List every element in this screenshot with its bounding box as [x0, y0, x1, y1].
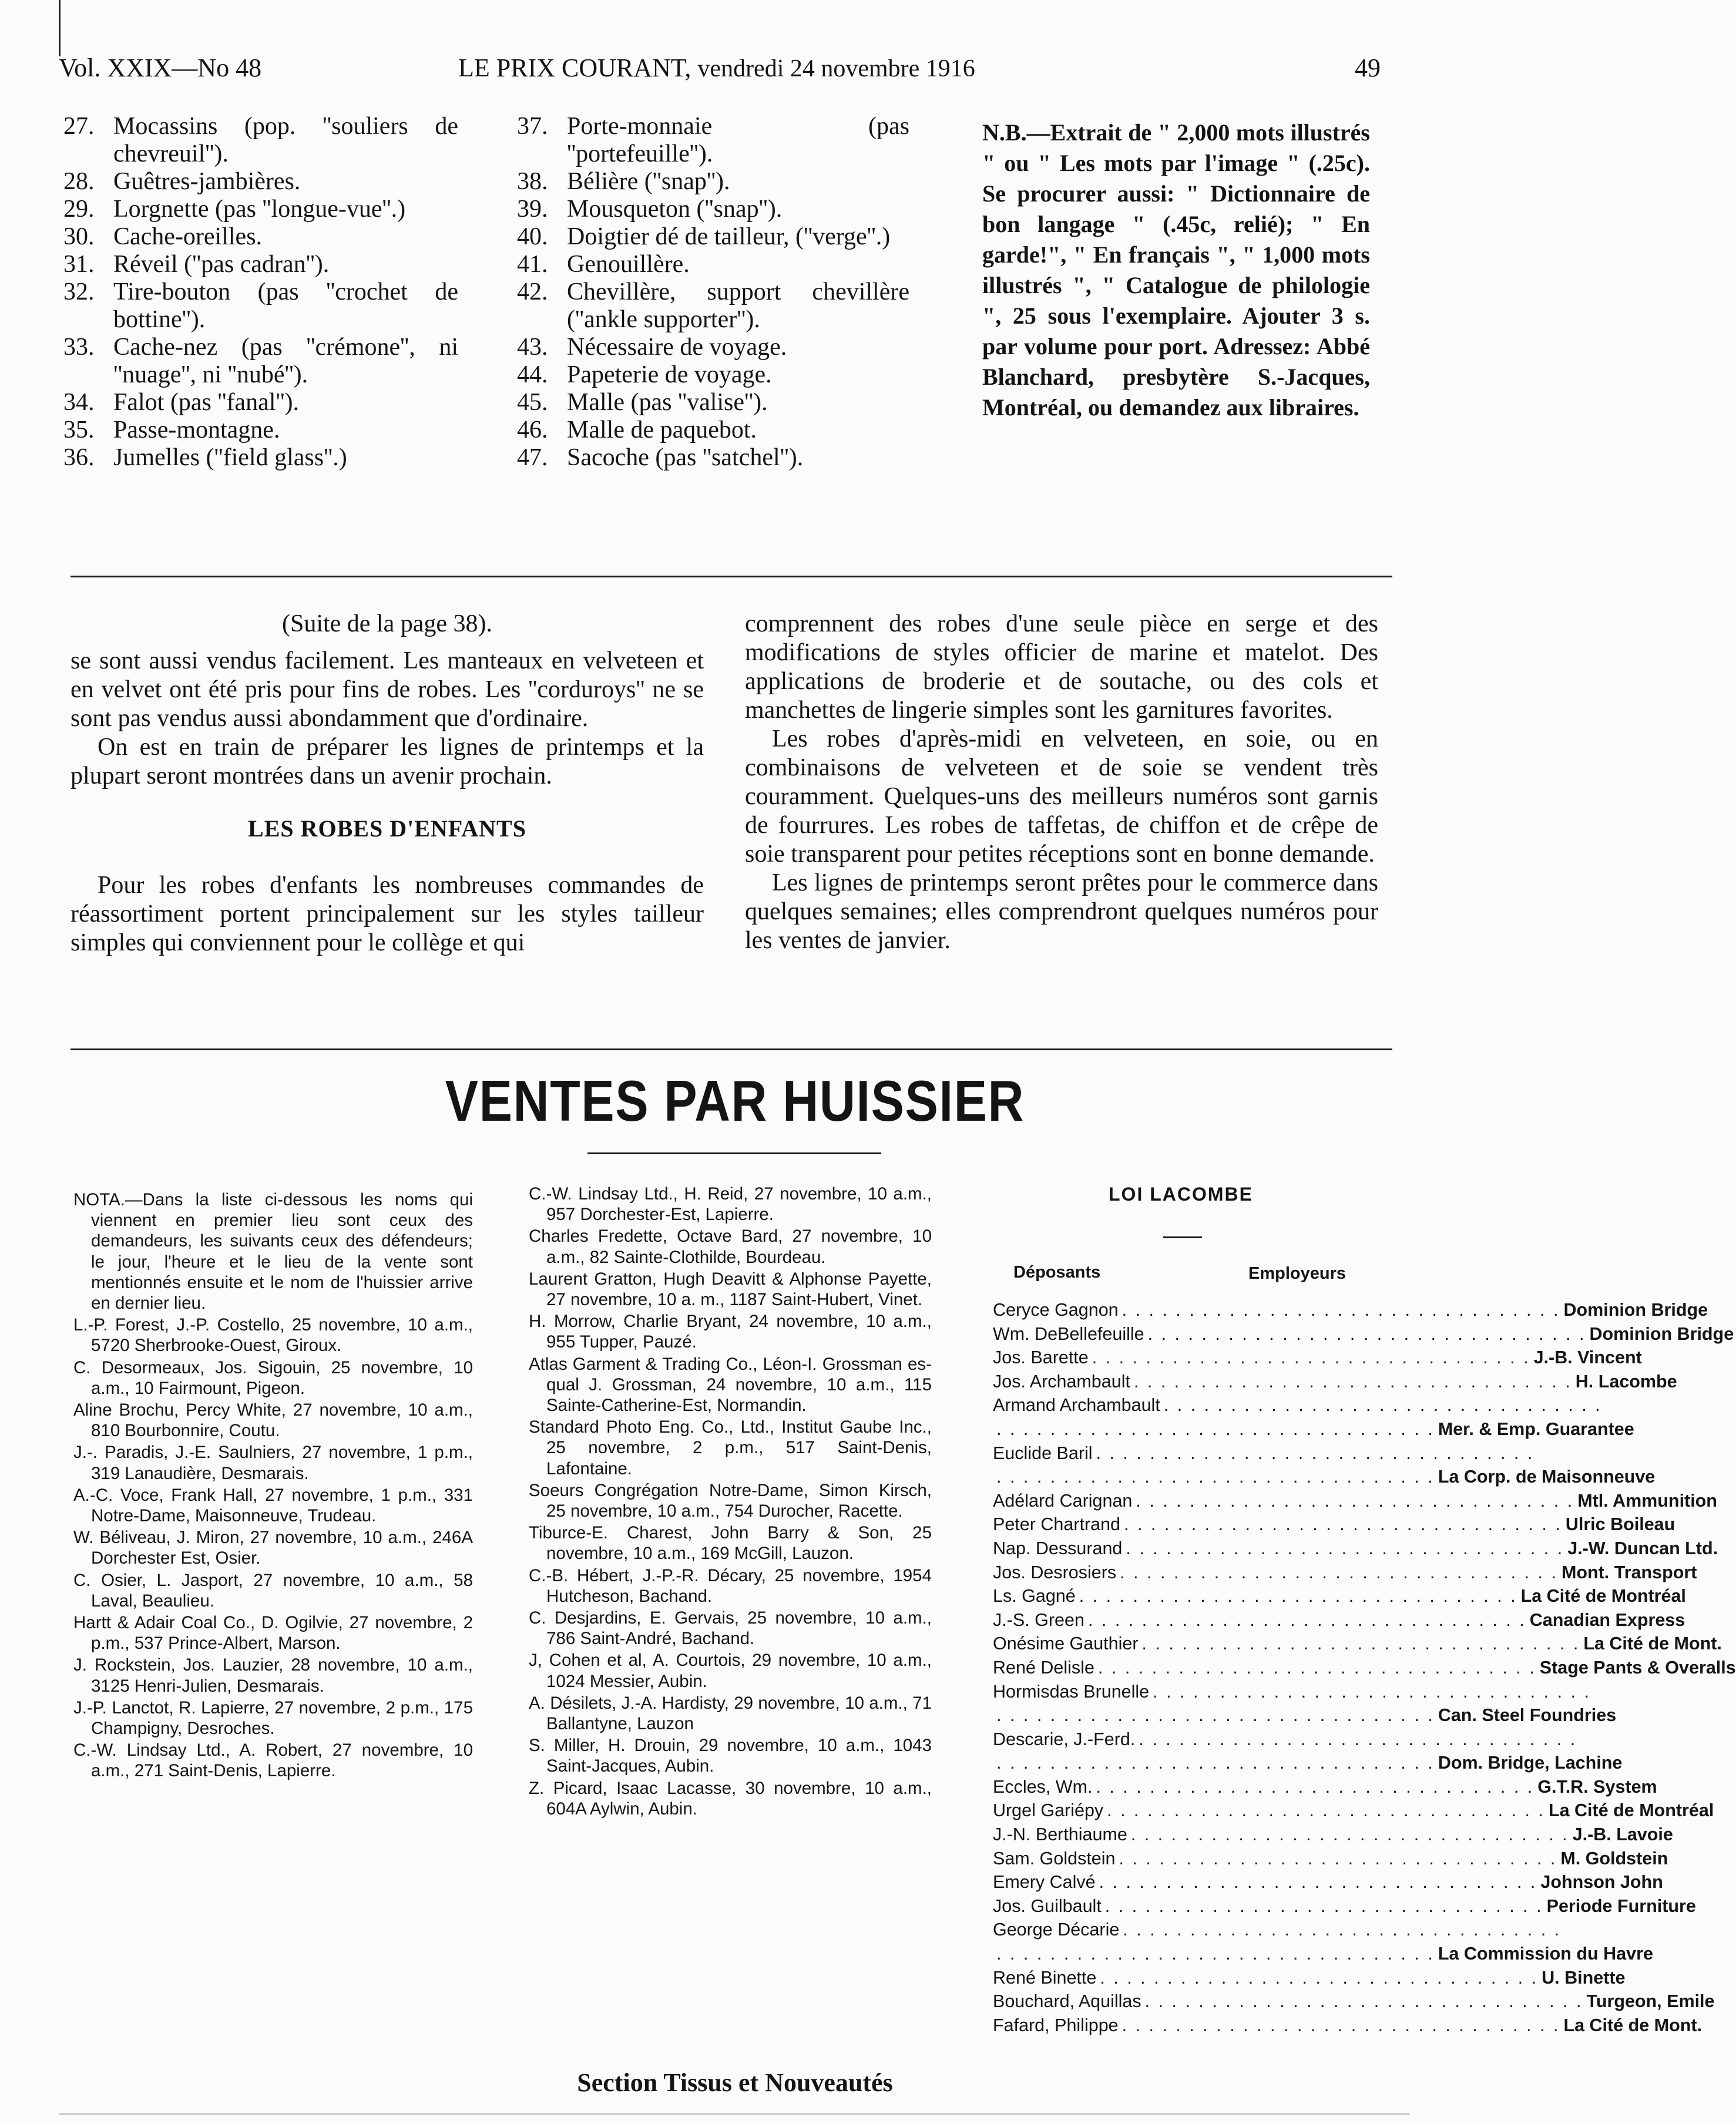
- sale-entry: Soeurs Congrégation Notre-Dame, Simon Kirsch, 25 novembre, 10 a.m., 754 Durocher, Racette.: [529, 1480, 932, 1521]
- loi-row: [993, 1298, 1708, 1322]
- employeur-name: Dom. Bridge, Lachine: [1438, 1753, 1623, 1773]
- item-number: 28.: [63, 168, 95, 195]
- loi-row: [993, 1656, 1736, 1680]
- issue-date: vendredi 24 novembre 1916: [697, 55, 975, 82]
- item-text: Chevillère, support chevillère (''ankle supporter'').: [567, 278, 909, 333]
- item-number: 40.: [517, 223, 548, 250]
- loi-row: [993, 1823, 1673, 1847]
- sale-entry: C. Desormeaux, Jos. Sigouin, 25 novembre, 10 a.m., 10 Fairmount, Pigeon.: [73, 1357, 473, 1398]
- employeur-name: Ulric Boileau: [1565, 1514, 1675, 1535]
- item-text: Cache-oreilles.: [113, 223, 263, 250]
- leader-dots: . . . . . . . . . . . . . . . . . . . . . . . . . . . . . . . . .: [1121, 1300, 1560, 1320]
- leader-dots: . . . . . . . . . . . . . . . . . . . . . . . . . . . . . . . . .: [1120, 1562, 1558, 1582]
- sale-entry: Standard Photo Eng. Co., Ltd., Institut Gaube Inc., 25 novembre, 2 p.m., 517 Saint-Denis, Lafontaine.: [529, 1417, 932, 1478]
- sale-entry: Atlas Garment & Trading Co., Léon-I. Grossman es-qual J. Grossman, 24 novembre, 10 a.m., 115 Sainte-Catherine-Est, Normandin.: [529, 1354, 932, 1416]
- deposant-name: Ceryce Gagnon: [993, 1300, 1119, 1320]
- article-right-column: [745, 610, 1378, 955]
- section-title: VENTES PAR HUISSIER: [445, 1068, 1025, 1133]
- loi-row: [993, 1870, 1663, 1894]
- page-number: 49: [1355, 53, 1381, 82]
- loi-row: [993, 1966, 1626, 1990]
- leader-dots: . . . . . . . . . . . . . . . . . . . . . . . . . . . . . . . . .: [1147, 1323, 1586, 1344]
- loi-lacombe-list: [993, 1298, 1736, 2037]
- deposant-name: Eccles, Wm.: [993, 1776, 1093, 1797]
- leader-dots: . . . . . . . . . . . . . . . . . . . . . . . . . . . . . . . . .: [1133, 1371, 1572, 1392]
- loi-row: [993, 1989, 1715, 2014]
- item-text: Jumelles (''field glass''.): [113, 444, 347, 471]
- loi-row: [993, 1584, 1686, 1608]
- loi-row: [993, 1465, 1656, 1489]
- loi-row: [993, 1489, 1717, 1513]
- loi-row: [993, 2014, 1702, 2038]
- employeur-name: La Cité de Mont.: [1583, 1634, 1722, 1654]
- leader-dots: . . . . . . . . . . . . . . . . . . . . . . . . . . . . . . . . .: [1096, 1776, 1534, 1797]
- employeur-name: Canadian Express: [1529, 1609, 1685, 1630]
- employeur-name: Dominion Bridge: [1589, 1323, 1734, 1344]
- deposant-name: Emery Calvé: [993, 1872, 1096, 1893]
- article-paragraph: se sont aussi vendus facilement. Les manteaux en velveteen et en velvet ont été pris pour fins de robes. Les ''corduroys'' ne se sont pas vendus aussi abondamment que d'ordinaire.: [70, 647, 704, 732]
- sale-entry: C. Desjardins, E. Gervais, 25 novembre, 10 a.m., 786 Saint-André, Bachand.: [529, 1608, 932, 1649]
- deposant-name: Armand Archambault: [993, 1395, 1160, 1416]
- employeur-name: M. Goldstein: [1560, 1848, 1668, 1868]
- deposant-name: Hormisdas Brunelle: [993, 1681, 1150, 1702]
- loi-row: [993, 1942, 1653, 1966]
- leader-dots: . . . . . . . . . . . . . . . . . . . . . . . . . . . . . . . . .: [996, 1944, 1435, 1964]
- sale-entry: C.-W. Lindsay Ltd., A. Robert, 27 novembre, 10 a.m., 271 Saint-Denis, Lapierre.: [73, 1740, 473, 1781]
- item-text: Doigtier dé de tailleur, (''verge''.): [567, 223, 891, 250]
- deposant-name: Peter Chartrand: [993, 1514, 1120, 1535]
- item-number: 34.: [63, 389, 95, 416]
- employeur-name: J.-B. Lavoie: [1572, 1824, 1673, 1845]
- employeur-name: Johnson John: [1540, 1872, 1663, 1893]
- page-header: [59, 53, 1381, 94]
- list-item: [517, 278, 909, 334]
- employeur-name: G.T.R. System: [1537, 1776, 1657, 1797]
- item-number: 46.: [517, 416, 548, 443]
- item-number: 36.: [63, 444, 95, 471]
- deposant-name: René Binette: [993, 1967, 1097, 1988]
- loi-row: [993, 1680, 1591, 1704]
- article-left-column: [70, 610, 704, 957]
- item-text: Malle (pas ''valise'').: [567, 389, 768, 416]
- sale-entry: J.-P. Lanctot, R. Lapierre, 27 novembre, 2 p.m., 175 Champigny, Desroches.: [73, 1698, 473, 1739]
- deposant-name: Jos. Archambault: [993, 1371, 1130, 1392]
- sale-entry: Aline Brochu, Percy White, 27 novembre, 10 a.m., 810 Bourbonnire, Coutu.: [73, 1400, 473, 1441]
- item-number: 43.: [517, 334, 548, 361]
- employeur-name: Periode Furniture: [1546, 1896, 1696, 1916]
- list-item: [517, 251, 909, 278]
- leader-dots: . . . . . . . . . . . . . . . . . . . . . . . . . . . . . . . . .: [1100, 1967, 1539, 1988]
- list-item: [517, 444, 909, 472]
- list-item: [63, 251, 458, 278]
- leader-dots: . . . . . . . . . . . . . . . . . . . . . . . . . . . . . . . . .: [1144, 1991, 1583, 2012]
- item-text: Guêtres-jambières.: [113, 168, 301, 195]
- publication-title: [458, 53, 975, 83]
- article-subheading: LES ROBES D'ENFANTS: [248, 815, 526, 842]
- divider-middle: [70, 1048, 1392, 1050]
- loi-row: [993, 1918, 1562, 1942]
- loi-row: [993, 1417, 1634, 1441]
- list-item: [63, 113, 458, 168]
- item-number: 47.: [517, 444, 548, 471]
- employeur-name: Mer. & Emp. Guarantee: [1438, 1419, 1634, 1439]
- sale-entry: J, Cohen et al, A. Courtois, 29 novembre, 10 a.m., 1024 Messier, Aubin.: [529, 1651, 932, 1691]
- item-text: Tire-bouton (pas ''crochet de bottine'').: [113, 278, 458, 333]
- article-paragraph: On est en train de préparer les lignes de printemps et la plupart seront montrées dans un avenir prochain.: [70, 734, 704, 789]
- employeur-name: Stage Pants & Overalls: [1539, 1657, 1736, 1678]
- employeur-name: J.-W. Duncan Ltd.: [1567, 1538, 1718, 1558]
- loi-row: [993, 1393, 1602, 1417]
- deposant-name: Nap. Dessurand: [993, 1538, 1123, 1558]
- loi-row: [993, 1847, 1668, 1871]
- bottom-edge-line: [59, 2113, 1410, 2115]
- employeur-name: U. Binette: [1542, 1967, 1626, 1988]
- employeur-name: Mtl. Ammunition: [1577, 1490, 1717, 1511]
- loi-row: [993, 1441, 1534, 1466]
- item-number: 35.: [63, 416, 95, 443]
- section-footer: Section Tissus et Nouveautés: [577, 2068, 893, 2097]
- item-text: Cache-nez (pas ''crémone'', ni ''nuage'', ni ''nubé'').: [113, 334, 458, 388]
- divider-top: [70, 576, 1392, 577]
- item-number: 41.: [517, 251, 548, 278]
- deposant-name: Fafard, Philippe: [993, 2015, 1119, 2035]
- deposant-name: Jos. Barette: [993, 1347, 1089, 1368]
- item-number: 33.: [63, 334, 95, 361]
- leader-dots: . . . . . . . . . . . . . . . . . . . . . . . . . . . . . . . . .: [1107, 1800, 1545, 1821]
- sale-entry: Charles Fredette, Octave Bard, 27 novembre, 10 a.m., 82 Sainte-Clothilde, Bourdeau.: [529, 1226, 932, 1267]
- item-text: Sacoche (pas ''satchel'').: [567, 444, 804, 471]
- sale-entry: C. Osier, L. Jasport, 27 novembre, 10 a.m., 58 Laval, Beaulieu.: [73, 1570, 473, 1611]
- leader-dots: . . . . . . . . . . . . . . . . . . . . . . . . . . . . . . . . .: [1139, 1729, 1577, 1749]
- item-text: Bélière (''snap'').: [567, 168, 730, 195]
- leader-dots: . . . . . . . . . . . . . . . . . . . . . . . . . . . . . . . . .: [1163, 1395, 1602, 1416]
- loi-row: [993, 1346, 1642, 1370]
- vocabulary-list-left: [63, 113, 458, 472]
- list-item: [63, 334, 458, 389]
- sale-entry: Hartt & Adair Coal Co., D. Ogilvie, 27 novembre, 2 p.m., 537 Prince-Albert, Marson.: [73, 1613, 473, 1654]
- employeur-name: J.-B. Vincent: [1533, 1347, 1642, 1368]
- loi-row: [993, 1322, 1734, 1346]
- leader-dots: . . . . . . . . . . . . . . . . . . . . . . . . . . . . . . . . .: [1124, 1514, 1562, 1535]
- employeur-name: La Cité de Mont.: [1563, 2015, 1702, 2035]
- sale-entry: A. Désilets, J.-A. Hardisty, 29 novembre, 10 a.m., 71 Ballantyne, Lauzon: [529, 1693, 932, 1734]
- loi-row: [993, 1632, 1722, 1656]
- sale-entry: S. Miller, H. Drouin, 29 novembre, 10 a.m., 1043 Saint-Jacques, Aubin.: [529, 1736, 932, 1776]
- article-paragraph: Les robes d'après-midi en velveteen, en soie, ou en combinaisons de velveteen et de soie se vendent très couramment. Quelques-uns des meilleurs numéros sont garnis de fourrures. Les robes de taffetas, de chiffon et de crêpe de soie transparent pour petites réceptions sont en bonne demande.: [745, 725, 1378, 868]
- list-item: [63, 223, 458, 251]
- list-item: [517, 168, 909, 196]
- article-paragraph: comprennent des robes d'une seule pièce en serge et des modifications de styles officier de marine et matelot. Des applications de broderie et de soutache, ou des cols et manchettes de lingerie simples sont les garnitures favorites.: [745, 610, 1378, 724]
- item-text: Falot (pas ''fanal'').: [113, 389, 300, 416]
- list-item: [63, 416, 458, 444]
- deposant-name: René Delisle: [993, 1657, 1094, 1678]
- loi-row: [993, 1703, 1617, 1728]
- leader-dots: . . . . . . . . . . . . . . . . . . . . . . . . . . . . . . . . .: [1087, 1609, 1526, 1630]
- employeur-name: La Cité de Montréal: [1548, 1800, 1714, 1821]
- leader-dots: . . . . . . . . . . . . . . . . . . . . . . . . . . . . . . . . .: [996, 1705, 1435, 1726]
- deposant-name: J.-N. Berthiaume: [993, 1824, 1127, 1845]
- item-number: 30.: [63, 223, 95, 250]
- employeur-name: H. Lacombe: [1575, 1371, 1677, 1392]
- item-text: Lorgnette (pas ''longue-vue''.): [113, 196, 406, 223]
- nota-note: NOTA.—Dans la liste ci-dessous les noms qui viennent en premier lieu sont ceux des demandeurs, les suivants ceux des défendeurs; le jour, l'heure et le lieu de la vente sont mentionnés ensuite et le nom de l'huissier arrive en dernier lieu.: [73, 1190, 473, 1313]
- deposant-name: Euclide Baril: [993, 1443, 1093, 1463]
- sale-entry: J.-. Paradis, J.-E. Saulniers, 27 novembre, 1 p.m., 319 Lanaudière, Desmarais.: [73, 1443, 473, 1483]
- leader-dots: . . . . . . . . . . . . . . . . . . . . . . . . . . . . . . . . .: [1136, 1490, 1574, 1511]
- employeur-name: Can. Steel Foundries: [1438, 1705, 1617, 1726]
- list-item: [63, 278, 458, 334]
- employeur-name: Mont. Transport: [1561, 1562, 1697, 1582]
- item-text: Porte-monnaie (pas ''portefeuille'').: [567, 113, 909, 167]
- item-number: 44.: [517, 361, 548, 388]
- item-number: 29.: [63, 196, 95, 223]
- loi-row: [993, 1799, 1714, 1823]
- loi-row: [993, 1537, 1718, 1561]
- leader-dots: . . . . . . . . . . . . . . . . . . . . . . . . . . . . . . . . .: [1121, 2015, 1560, 2035]
- item-number: 38.: [517, 168, 548, 195]
- item-number: 39.: [517, 196, 548, 223]
- article-paragraph: Les lignes de printemps seront prêtes pour le commerce dans quelques semaines; elles comprendront quelques numéros pour les ventes de janvier.: [745, 869, 1378, 954]
- loi-row: [993, 1370, 1677, 1394]
- leader-dots: . . . . . . . . . . . . . . . . . . . . . . . . . . . . . . . . .: [1126, 1538, 1564, 1558]
- leader-dots: . . . . . . . . . . . . . . . . . . . . . . . . . . . . . . . . .: [1099, 1872, 1537, 1893]
- deposant-name: Bouchard, Aquillas: [993, 1991, 1141, 2012]
- deposant-name: Onésime Gauthier: [993, 1634, 1139, 1654]
- loi-row: [993, 1608, 1685, 1632]
- list-item: [517, 389, 909, 416]
- sale-entry: Laurent Gratton, Hugh Deavitt & Alphonse Payette, 27 novembre, 10 a. m., 1187 Saint-Hubert, Vinet.: [529, 1269, 932, 1310]
- sale-entry: Tiburce-E. Charest, John Barry & Son, 25 novembre, 10 a.m., 169 McGill, Lauzon.: [529, 1523, 932, 1564]
- item-text: Réveil (''pas cadran'').: [113, 251, 330, 278]
- publication-name: LE PRIX COURANT,: [458, 53, 691, 82]
- list-item: [517, 361, 909, 389]
- sale-entry: C.-B. Hébert, J.-P.-R. Décary, 25 novembre, 1954 Hutcheson, Bachand.: [529, 1565, 932, 1606]
- item-number: 31.: [63, 251, 95, 278]
- leader-dots: . . . . . . . . . . . . . . . . . . . . . . . . . . . . . . . . .: [1123, 1920, 1562, 1940]
- sales-list-column-a: [73, 1189, 473, 1783]
- item-number: 27.: [63, 113, 95, 140]
- loi-row: [993, 1513, 1675, 1537]
- loi-lacombe-title: LOI LACOMBE: [1109, 1184, 1253, 1205]
- employeur-name: Turgeon, Emile: [1586, 1991, 1715, 2012]
- continuation-note: (Suite de la page 38).: [281, 610, 493, 637]
- item-text: Genouillère.: [567, 251, 690, 278]
- deposant-name: Jos. Guilbault: [993, 1896, 1102, 1916]
- vocabulary-list-right: [517, 113, 909, 472]
- loi-underline: [1163, 1236, 1202, 1238]
- deposant-name: Ls. Gagné: [993, 1586, 1076, 1607]
- item-number: 37.: [517, 113, 548, 140]
- leader-dots: . . . . . . . . . . . . . . . . . . . . . . . . . . . . . . . . .: [1130, 1824, 1569, 1845]
- loi-row: [993, 1775, 1657, 1799]
- leader-dots: . . . . . . . . . . . . . . . . . . . . . . . . . . . . . . . . .: [1092, 1347, 1530, 1368]
- leader-dots: . . . . . . . . . . . . . . . . . . . . . . . . . . . . . . . . .: [996, 1419, 1435, 1439]
- article-paragraph: Pour les robes d'enfants les nombreuses commandes de réassortiment portent principalement sur les styles tailleur simples qui conviennent pour le collège et qui: [70, 872, 704, 956]
- employeur-name: La Commission du Havre: [1438, 1944, 1653, 1964]
- leader-dots: . . . . . . . . . . . . . . . . . . . . . . . . . . . . . . . . .: [1141, 1634, 1580, 1654]
- item-text: Passe-montagne.: [113, 416, 280, 443]
- sale-entry: Z. Picard, Isaac Lacasse, 30 novembre, 10 a.m., 604A Aylwin, Aubin.: [529, 1778, 932, 1819]
- list-item: [517, 196, 909, 223]
- sale-entry: W. Béliveau, J. Miron, 27 novembre, 10 a.m., 246A Dorchester Est, Osier.: [73, 1528, 473, 1568]
- deposants-header: Déposants: [1013, 1263, 1101, 1282]
- loi-row: [993, 1728, 1577, 1752]
- item-text: Mocassins (pop. ''souliers de chevreuil'').: [113, 113, 458, 167]
- volume-label: Vol. XXIX—No 48: [59, 53, 262, 82]
- list-item: [517, 113, 909, 168]
- sale-entry: A.-C. Voce, Frank Hall, 27 novembre, 1 p.m., 331 Notre-Dame, Maisonneuve, Trudeau.: [73, 1485, 473, 1526]
- sale-entry: J. Rockstein, Jos. Lauzier, 28 novembre, 10 a.m., 3125 Henri-Julien, Desmarais.: [73, 1655, 473, 1696]
- leader-dots: . . . . . . . . . . . . . . . . . . . . . . . . . . . . . . . . .: [1096, 1443, 1534, 1463]
- leader-dots: . . . . . . . . . . . . . . . . . . . . . . . . . . . . . . . . .: [996, 1467, 1435, 1487]
- deposant-name: George Décarie: [993, 1920, 1120, 1940]
- loi-row: [993, 1751, 1623, 1775]
- leader-dots: . . . . . . . . . . . . . . . . . . . . . . . . . . . . . . . . .: [996, 1753, 1435, 1773]
- sales-list-column-b: [529, 1184, 932, 1820]
- item-text: Nécessaire de voyage.: [567, 334, 787, 361]
- item-text: Malle de paquebot.: [567, 416, 757, 443]
- loi-row: [993, 1561, 1697, 1585]
- list-item: [63, 196, 458, 223]
- deposant-name: Jos. Desrosiers: [993, 1562, 1117, 1582]
- item-text: Mousqueton (''snap'').: [567, 196, 783, 223]
- page-edge-line: [59, 0, 61, 56]
- deposant-name: Sam. Goldstein: [993, 1848, 1116, 1868]
- list-item: [63, 389, 458, 416]
- item-text: Papeterie de voyage.: [567, 361, 772, 388]
- list-item: [517, 223, 909, 251]
- leader-dots: . . . . . . . . . . . . . . . . . . . . . . . . . . . . . . . . .: [1097, 1657, 1536, 1678]
- employeurs-header: Employeurs: [1248, 1264, 1346, 1283]
- title-underline: [587, 1152, 881, 1154]
- item-number: 32.: [63, 278, 95, 305]
- list-item: [63, 168, 458, 196]
- leader-dots: . . . . . . . . . . . . . . . . . . . . . . . . . . . . . . . . .: [1119, 1848, 1557, 1868]
- item-number: 45.: [517, 389, 548, 416]
- nb-note: N.B.—Extrait de " 2,000 mots illustrés " ou " Les mots par l'image " (.25c). Se procurer aussi: " Dictionnaire de bon langage " (.45c, relié); " En garde!", " En français ", " 1,000 mots illustrés ", " Catalogue de philologie ", 25 sous l'exemplaire. Ajouter 3 s. par volume pour port. Adressez: Abbé Blanchard, presbytère S.-Jacques, Montréal, ou demandez aux libraires.: [982, 119, 1370, 421]
- sale-entry: H. Morrow, Charlie Bryant, 24 novembre, 10 a.m., 955 Tupper, Pauzé.: [529, 1312, 932, 1352]
- leader-dots: . . . . . . . . . . . . . . . . . . . . . . . . . . . . . . . . .: [1079, 1586, 1517, 1607]
- list-item: [63, 444, 458, 472]
- deposant-name: Wm. DeBellefeuille: [993, 1323, 1144, 1344]
- deposant-name: Descarie, J.-Ferd.: [993, 1729, 1136, 1749]
- deposant-name: J.-S. Green: [993, 1609, 1084, 1630]
- list-item: [517, 416, 909, 444]
- loi-row: [993, 1894, 1696, 1918]
- leader-dots: . . . . . . . . . . . . . . . . . . . . . . . . . . . . . . . . .: [1104, 1896, 1543, 1916]
- list-item: [517, 334, 909, 361]
- leader-dots: . . . . . . . . . . . . . . . . . . . . . . . . . . . . . . . . .: [1153, 1681, 1591, 1702]
- employeur-name: La Corp. de Maisonneuve: [1438, 1467, 1656, 1487]
- employeur-name: La Cité de Montréal: [1520, 1586, 1686, 1607]
- deposant-name: Adélard Carignan: [993, 1490, 1133, 1511]
- sale-entry: C.-W. Lindsay Ltd., H. Reid, 27 novembre, 10 a.m., 957 Dorchester-Est, Lapierre.: [529, 1184, 932, 1225]
- item-number: 42.: [517, 278, 548, 305]
- employeur-name: Dominion Bridge: [1563, 1300, 1708, 1320]
- sale-entry: L.-P. Forest, J.-P. Costello, 25 novembre, 10 a.m., 5720 Sherbrooke-Ouest, Giroux.: [73, 1315, 473, 1356]
- deposant-name: Urgel Gariépy: [993, 1800, 1104, 1821]
